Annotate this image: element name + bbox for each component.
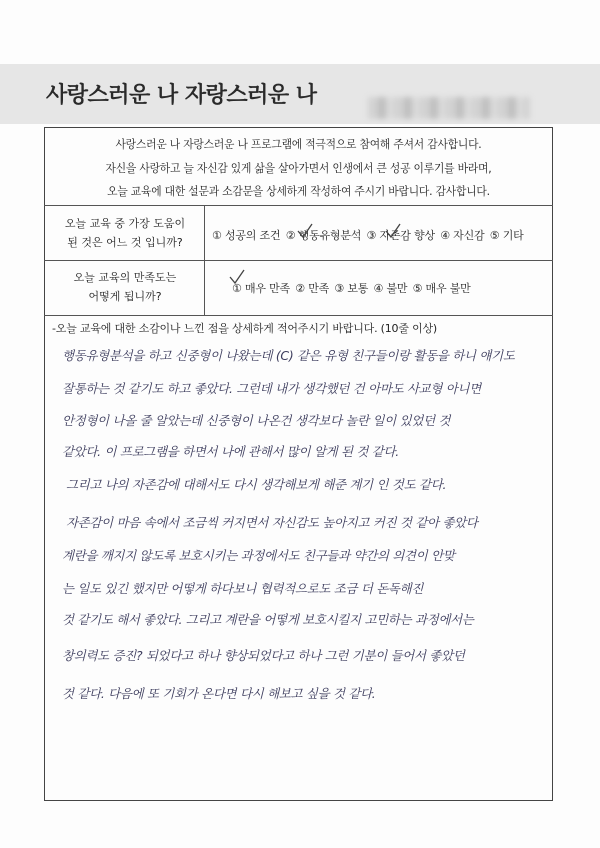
handwritten-line: 잘통하는 것 같기도 하고 좋았다. 그런데 내가 생각했던 건 아마도 사교형 아니면 bbox=[62, 381, 481, 396]
table-divider bbox=[44, 205, 553, 206]
option[interactable]: ② 만족 bbox=[295, 282, 330, 295]
intro-text bbox=[44, 133, 553, 204]
question-2-options bbox=[232, 280, 473, 296]
option[interactable]: ④ 자신감 bbox=[440, 229, 485, 242]
handwritten-line: 안정형이 나올 줄 알았는데 신중형이 나온건 생각보다 놀란 일이 있었던 것 bbox=[62, 413, 451, 428]
handwritten-line: 같았다. 이 프로그램을 하면서 나에 관해서 많이 알게 된 것 같다. bbox=[62, 444, 399, 459]
question-1-options bbox=[212, 227, 526, 243]
table-divider bbox=[44, 260, 553, 261]
option[interactable]: ⑤ 매우 불만 bbox=[412, 282, 471, 295]
check-mark-icon bbox=[228, 268, 246, 286]
option[interactable]: ③ 자존감 향상 bbox=[366, 229, 435, 242]
handwritten-line: 는 일도 있긴 했지만 어떻게 하다보니 협력적으로도 조금 더 돈독해진 bbox=[62, 581, 424, 596]
check-mark-icon bbox=[384, 222, 402, 240]
intro-line: 오늘 교육에 대한 설문과 소감문을 상세하게 작성하여 주시기 바랍니다. 감사합니다. bbox=[107, 185, 490, 198]
option[interactable]: ① 성공의 조건 bbox=[212, 229, 281, 242]
handwritten-line: 자존감이 마음 속에서 조금씩 커지면서 자신감도 높아지고 커진 것 같아 좋았다 bbox=[66, 515, 478, 530]
feedback-instruction: -오늘 교육에 대한 소감이나 느낀 점을 상세하게 적어주시기 바랍니다. (10줄 이상) bbox=[52, 322, 438, 335]
option[interactable]: ④ 불만 bbox=[373, 282, 408, 295]
intro-line: 사랑스러운 나 자랑스러운 나 프로그램에 적극적으로 참여해 주셔서 감사합니다. bbox=[115, 138, 482, 151]
handwritten-line: 행동유형분석을 하고 신중형이 나왔는데 (C) 같은 유형 친구들이랑 활동을 하니 얘기도 bbox=[62, 348, 515, 363]
handwritten-line: 그리고 나의 자존감에 대해서도 다시 생각해보게 해준 계기 인 것도 같다. bbox=[66, 477, 447, 492]
handwritten-line: 것 같기도 해서 좋았다. 그리고 계란을 어떻게 보호시킬지 고민하는 과정에서는 bbox=[62, 612, 474, 627]
option[interactable]: ② 행동유형분석 bbox=[285, 229, 362, 242]
handwritten-line: 창의력도 증진? 되었다고 하나 향상되었다고 하나 그런 기분이 들어서 좋았던 bbox=[62, 648, 465, 663]
handwritten-line: 계란을 깨지지 않도록 보호시키는 과정에서도 친구들과 약간의 의견이 안맞 bbox=[62, 548, 455, 563]
option[interactable]: ③ 보통 bbox=[334, 282, 369, 295]
question-2-label: 오늘 교육의 만족도는 어떻게 됩니까? bbox=[73, 271, 177, 303]
option[interactable]: ⑤ 기타 bbox=[489, 229, 524, 242]
redacted-name bbox=[368, 97, 530, 119]
table-divider bbox=[44, 315, 553, 316]
question-1-label: 오늘 교육 중 가장 도움이 된 것은 어느 것 입니까? bbox=[64, 217, 186, 249]
handwritten-line: 것 같다. 다음에 또 기회가 온다면 다시 해보고 싶을 것 같다. bbox=[62, 686, 376, 701]
table-column-divider bbox=[204, 205, 205, 315]
page-title: 사랑스러운 나 자랑스러운 나 bbox=[46, 83, 317, 108]
option[interactable]: ① 매우 만족 bbox=[232, 282, 290, 295]
check-mark-icon bbox=[296, 222, 314, 240]
intro-line: 자신을 사랑하고 늘 자신감 있게 삶을 살아가면서 인생에서 큰 성공 이루기를 바라며, bbox=[105, 161, 492, 175]
